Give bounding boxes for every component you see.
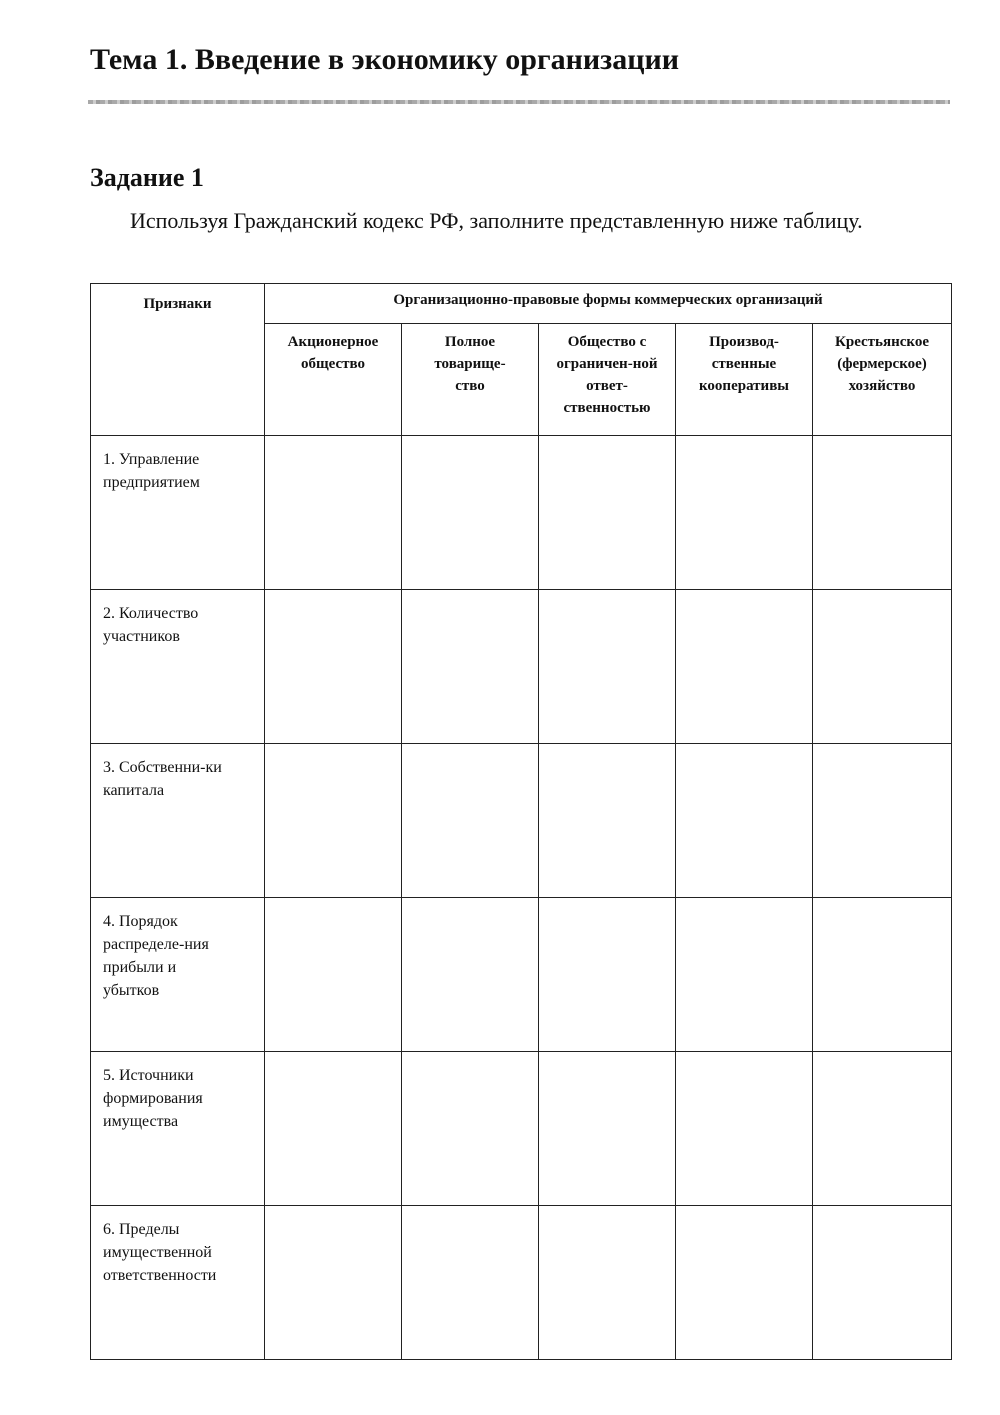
- table-cell[interactable]: [813, 898, 952, 1052]
- row-label-management: 1. Управление предприятием: [91, 436, 265, 590]
- table-cell[interactable]: [265, 1206, 402, 1360]
- table-cell[interactable]: [265, 436, 402, 590]
- table-row: [91, 744, 952, 898]
- row-label-liability-limits: 6. Пределы имущественной ответственности: [91, 1206, 265, 1360]
- task-instruction: Используя Гражданский кодекс РФ, заполните представленную ниже таблицу.: [130, 208, 863, 233]
- title-rule: [88, 100, 950, 104]
- page-title: Тема 1. Введение в экономику организации: [90, 43, 680, 76]
- table-row: [91, 590, 952, 744]
- header-llc: Общество с ограничен-ной ответ-ственностью: [539, 324, 676, 436]
- table-cell[interactable]: [265, 898, 402, 1052]
- table-row: [91, 1206, 952, 1360]
- header-legal-forms-group: Организационно-правовые формы коммерческих организаций: [265, 284, 952, 324]
- table-cell[interactable]: [813, 1206, 952, 1360]
- header-general-partnership: Полное товарище-ство: [402, 324, 539, 436]
- table-cell[interactable]: [676, 898, 813, 1052]
- table-cell[interactable]: [402, 744, 539, 898]
- table-cell[interactable]: [813, 1052, 952, 1206]
- table-cell[interactable]: [265, 590, 402, 744]
- row-label-property-sources: 5. Источники формирования имущества: [91, 1052, 265, 1206]
- table-cell[interactable]: [539, 436, 676, 590]
- table-cell[interactable]: [402, 436, 539, 590]
- table-cell[interactable]: [265, 744, 402, 898]
- header-production-cooperatives: Производ-ственные кооперативы: [676, 324, 813, 436]
- task-heading: Задание 1: [90, 163, 204, 192]
- row-label-profit-distribution: 4. Порядок распределе-ния прибыли и убытков: [91, 898, 265, 1052]
- header-farm-enterprise: Крестьянское (фермерское) хозяйство: [813, 324, 952, 436]
- row-label-capital-owners: 3. Собственни-ки капитала: [91, 744, 265, 898]
- table-row: [91, 898, 952, 1052]
- comparison-table: [90, 283, 952, 1360]
- table-cell[interactable]: [539, 1052, 676, 1206]
- table-cell[interactable]: [265, 1052, 402, 1206]
- table-cell[interactable]: [676, 1052, 813, 1206]
- table-cell[interactable]: [539, 1206, 676, 1360]
- table-cell[interactable]: [539, 898, 676, 1052]
- table-cell[interactable]: [813, 436, 952, 590]
- table-cell[interactable]: [402, 1206, 539, 1360]
- table-cell[interactable]: [813, 744, 952, 898]
- table-row: [91, 436, 952, 590]
- table-cell[interactable]: [676, 590, 813, 744]
- table-cell[interactable]: [402, 1052, 539, 1206]
- table-cell[interactable]: [402, 898, 539, 1052]
- table-cell[interactable]: [813, 590, 952, 744]
- table-row: [91, 1052, 952, 1206]
- table-cell[interactable]: [676, 436, 813, 590]
- table-cell[interactable]: [676, 744, 813, 898]
- row-label-participants: 2. Количество участников: [91, 590, 265, 744]
- table-cell[interactable]: [402, 590, 539, 744]
- table-cell[interactable]: [539, 744, 676, 898]
- table-cell[interactable]: [676, 1206, 813, 1360]
- header-signs: Признаки: [91, 284, 265, 436]
- table-cell[interactable]: [539, 590, 676, 744]
- header-joint-stock-company: Акционерное общество: [265, 324, 402, 436]
